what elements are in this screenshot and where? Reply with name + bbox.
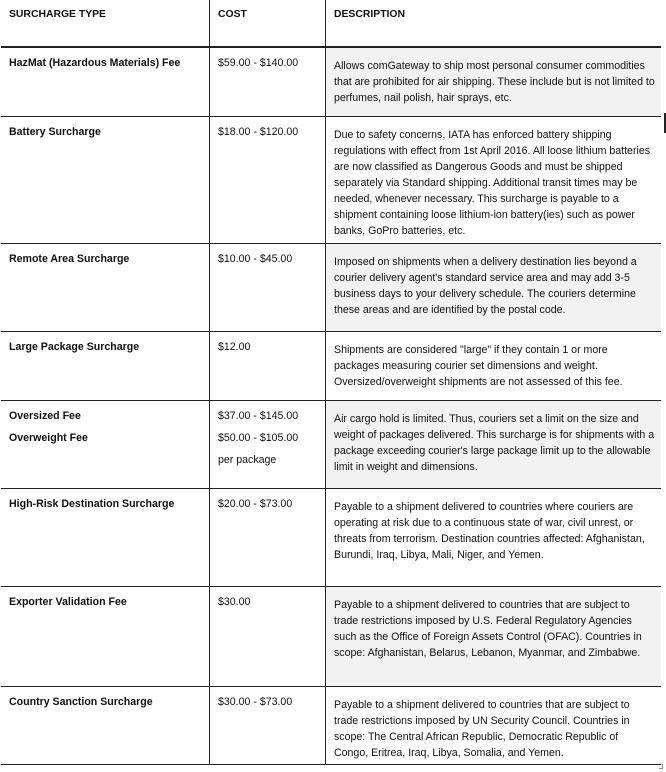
description-cell: Due to safety concerns, IATA has enforced battery shipping regulations with effect from 1st April 2016. All loose lithium batteries are now classified as Dangerous Goods and must be shipped separately via Standard shipping. Additional transit times may be needed, whenever necessary. This surcharge is payable to a shipment containing loose lithium-ion battery(ies) such as power banks, GoPro batteries, etc. xyxy=(334,129,651,237)
cost-cell xyxy=(210,401,326,488)
cost-value: $30.00 xyxy=(218,596,251,608)
cost-cell xyxy=(210,244,326,331)
page-corner-mark xyxy=(659,764,663,769)
table-row xyxy=(1,687,661,765)
header-surcharge-type: SURCHARGE TYPE xyxy=(1,0,210,46)
surcharge-type-cell xyxy=(1,687,210,764)
description-cell: Allows comGateway to ship most personal consumer commodities that are prohibited for air shipping. These include but is not limited to perfumes, nail polish, hair sprays, etc. xyxy=(326,48,661,116)
cost-value: $18.00 - $120.00 xyxy=(218,126,299,138)
table-row xyxy=(1,117,661,244)
surcharge-table xyxy=(1,0,661,765)
cost-value: $12.00 xyxy=(218,341,251,353)
surcharge-type: Large Package Surcharge xyxy=(9,341,140,353)
cost-cell xyxy=(210,117,326,243)
table-row xyxy=(1,332,661,401)
surcharge-type-cell xyxy=(1,401,210,488)
surcharge-type-cell xyxy=(1,48,210,116)
surcharge-type-cell xyxy=(1,332,210,400)
description-cell: Payable to a shipment delivered to countries that are subject to trade restrictions imposed by UN Security Council. Countries in scope: The Central African Republic, Democratic Republic of Congo, Eritrea, Iraq, Libya, Somalia, and Yemen. xyxy=(334,699,630,759)
table-row xyxy=(1,587,661,687)
description-cell: Air cargo hold is limited. Thus, couriers set a limit on the size and weight of packages delivered. This surcharge is for shipments with a package exceeding courier's large package limit up to the allowable limit in weight and dimensions. xyxy=(326,401,661,488)
table-row xyxy=(1,48,661,117)
cost-value: $20.00 - $73.00 xyxy=(218,498,293,510)
surcharge-type-cell xyxy=(1,489,210,586)
description-cell: Imposed on shipments when a delivery destination lies beyond a courier delivery agent's standard service area and may add 3-5 business days to your delivery schedule. The couriers determine these areas and are identified by the postal code. xyxy=(326,244,661,331)
cost-cell xyxy=(210,587,326,686)
surcharge-type: Battery Surcharge xyxy=(9,126,101,138)
surcharge-type: Remote Area Surcharge xyxy=(9,253,130,265)
description-cell: Payable to a shipment delivered to countries that are subject to trade restrictions imposed by U.S. Federal Regulatory Agencies such as the Office of Foreign Assets Control (OFAC). Countries in scope: Afghanistan, Belarus, Lebanon, Myanmar, and Zimbabwe. xyxy=(326,587,661,686)
surcharge-type: Overweight Fee xyxy=(9,432,88,444)
cost-unit: per package xyxy=(218,454,277,466)
surcharge-type-cell xyxy=(1,117,210,243)
cost-value: $59.00 - $140.00 xyxy=(218,57,299,69)
surcharge-type: Exporter Validation Fee xyxy=(9,596,127,608)
cost-cell xyxy=(210,332,326,400)
table-row xyxy=(1,401,661,489)
surcharge-type: HazMat (Hazardous Materials) Fee xyxy=(9,57,181,69)
cost-value: $50.00 - $105.00 xyxy=(218,432,299,444)
header-cost: COST xyxy=(210,0,326,46)
table-row xyxy=(1,489,661,587)
header-description: DESCRIPTION xyxy=(334,9,406,20)
surcharge-type-cell xyxy=(1,244,210,331)
surcharge-type: High-Risk Destination Surcharge xyxy=(9,498,175,510)
table-row xyxy=(1,244,661,332)
cost-value: $37.00 - $145.00 xyxy=(218,410,299,422)
cost-cell xyxy=(210,48,326,116)
surcharge-type: Country Sanction Surcharge xyxy=(9,696,153,708)
surcharge-type: Oversized Fee xyxy=(9,410,81,422)
cost-value: $10.00 - $45.00 xyxy=(218,253,293,265)
cost-cell xyxy=(210,687,326,764)
description-cell: Payable to a shipment delivered to countries where couriers are operating at risk due to a continuous state of war, civil unrest, or threats from terrorism. Destination countries affected: Afghanistan, Burundi, Iraq, Libya, Mali, Niger, and Yemen. xyxy=(334,501,645,561)
description-cell: Shipments are considered "large" if they contain 1 or more packages measuring courier set dimensions and weight. Oversized/overweight shipments are not assessed of this fee. xyxy=(334,344,623,388)
table-header-row xyxy=(1,0,661,48)
cost-value: $30.00 - $73.00 xyxy=(218,696,293,708)
surcharge-type-cell xyxy=(1,587,210,686)
cost-cell xyxy=(210,489,326,586)
